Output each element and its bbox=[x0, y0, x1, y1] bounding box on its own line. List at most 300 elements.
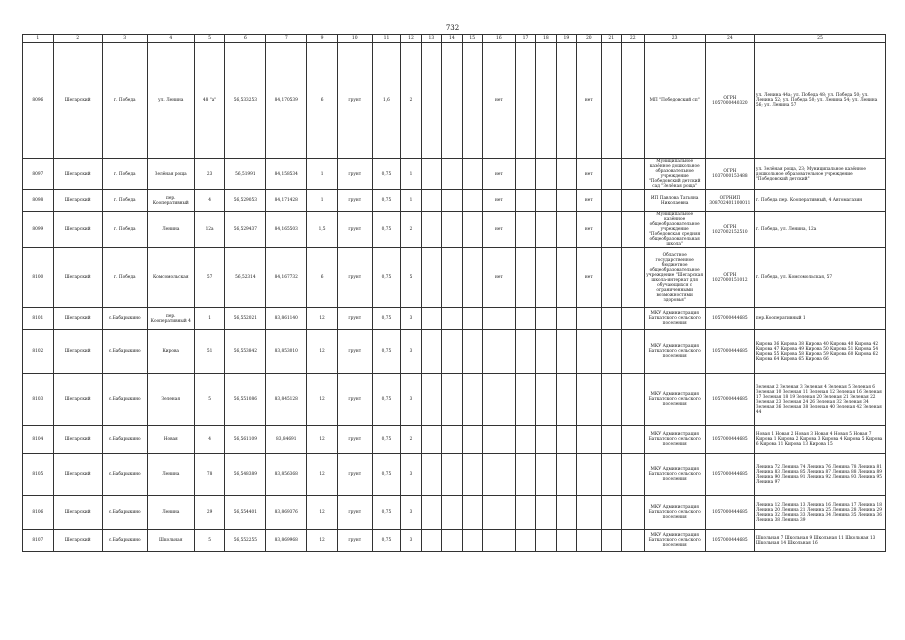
column-number: 11 bbox=[372, 35, 401, 43]
table-cell-c19 bbox=[577, 530, 602, 552]
column-number: 5 bbox=[194, 35, 225, 43]
table-cell-c15: нет bbox=[483, 248, 516, 308]
table-cell-c21 bbox=[622, 248, 644, 308]
table-cell-c15: нет bbox=[483, 43, 516, 159]
table-cell-c22: ИП Павлова Татьяна Николаевна bbox=[644, 190, 705, 212]
table-cell-c8: 1 bbox=[307, 190, 338, 212]
table-cell-c21 bbox=[622, 330, 644, 374]
column-number: 23 bbox=[644, 35, 705, 43]
table-cell-c1: 8097 bbox=[23, 159, 54, 190]
table-cell-c7: 84,171428 bbox=[266, 190, 307, 212]
table-cell-c3: с.Бабарыкино bbox=[102, 454, 147, 496]
table-cell-c12 bbox=[421, 43, 441, 159]
column-number: 7 bbox=[266, 35, 307, 43]
table-cell-c4: пер. Кооперативный 4 bbox=[147, 308, 194, 330]
table-cell-c10: 0,75 bbox=[372, 190, 401, 212]
table-cell-c5: 23 bbox=[194, 159, 225, 190]
column-number: 2 bbox=[53, 35, 102, 43]
table-cell-c9: грунт bbox=[337, 308, 372, 330]
table-cell-c9: грунт bbox=[337, 426, 372, 454]
table-cell-c15 bbox=[483, 496, 516, 530]
table-cell-c16 bbox=[515, 212, 535, 248]
table-cell-c19 bbox=[577, 330, 602, 374]
page-number: 732 bbox=[445, 24, 460, 32]
column-number: 14 bbox=[442, 35, 462, 43]
table-cell-c17 bbox=[536, 43, 556, 159]
table-row bbox=[23, 454, 886, 496]
table-cell-c11: 3 bbox=[401, 496, 421, 530]
table-cell-c9: грунт bbox=[337, 190, 372, 212]
table-cell-c24: Кирова 36 Кирова 38 Кирова 40 Кирова 40 Кирова 42 Кирова 47 Кирова 49 Кирова 50 Кирова 51 Кирова 54 Кирова 55 Кирова 58 Кирова 59 Кирова 60 Кирова 62 Кирова 64 Кирова 65 Кирова 66 bbox=[754, 330, 885, 374]
table-cell-c7: 83,853010 bbox=[266, 330, 307, 374]
table-cell-c21 bbox=[622, 496, 644, 530]
table-cell-c24: Новая 1 Новая 2 Новая 3 Новая 4 Новая 5 Новая 7 Кирова 1 Кирова 2 Кирова 3 Кирова 4 Кирова 5 Кирова 6 Кирова 11 Кирова 13 Кирова 15 bbox=[754, 426, 885, 454]
table-cell-c13 bbox=[442, 426, 462, 454]
table-cell-c16 bbox=[515, 308, 535, 330]
table-row bbox=[23, 212, 886, 248]
table-cell-c10: 0,75 bbox=[372, 530, 401, 552]
table-cell-c16 bbox=[515, 330, 535, 374]
table-cell-c14 bbox=[462, 530, 482, 552]
table-row bbox=[23, 496, 886, 530]
table-cell-c4: пер. Кооперативный bbox=[147, 190, 194, 212]
table-cell-c19: нет bbox=[577, 159, 602, 190]
table-cell-c14 bbox=[462, 454, 482, 496]
table-cell-c18 bbox=[556, 454, 576, 496]
column-number: 24 bbox=[705, 35, 754, 43]
table-cell-c17 bbox=[536, 212, 556, 248]
table-cell-c17 bbox=[536, 496, 556, 530]
table-cell-c18 bbox=[556, 248, 576, 308]
table-cell-c21 bbox=[622, 190, 644, 212]
table-cell-c4: Зеленая bbox=[147, 374, 194, 426]
table-cell-c8: 12 bbox=[307, 530, 338, 552]
table-cell-c2: Шегарский bbox=[53, 308, 102, 330]
table-cell-c6: 56,552255 bbox=[225, 530, 266, 552]
table-cell-c20 bbox=[601, 43, 621, 159]
table-cell-c4: Ленина bbox=[147, 496, 194, 530]
table-cell-c23: 1057000444685 bbox=[705, 330, 754, 374]
table-cell-c24: Школьная 7 Школьная 9 Школьная 11 Школьная 13 Школьная 14 Школьная 16 bbox=[754, 530, 885, 552]
table-cell-c3: г. Победа bbox=[102, 248, 147, 308]
table-cell-c2: Шегарский bbox=[53, 159, 102, 190]
table-cell-c10: 0,75 bbox=[372, 248, 401, 308]
table-cell-c1: 8096 bbox=[23, 43, 54, 159]
table-cell-c3: с.Бабарыкино bbox=[102, 374, 147, 426]
column-number: 25 bbox=[754, 35, 885, 43]
table-cell-c3: с.Бабарыкино bbox=[102, 308, 147, 330]
table-cell-c14 bbox=[462, 374, 482, 426]
table-cell-c7: 83,856368 bbox=[266, 454, 307, 496]
table-cell-c24: г. Победа пер. Кооперативный, 4 Автомагазин bbox=[754, 190, 885, 212]
table-cell-c2: Шегарский bbox=[53, 454, 102, 496]
table-cell-c23: 1057000444685 bbox=[705, 496, 754, 530]
table-cell-c1: 8104 bbox=[23, 426, 54, 454]
table-cell-c6: 56,551086 bbox=[225, 374, 266, 426]
table-cell-c13 bbox=[442, 374, 462, 426]
column-number: 1 bbox=[23, 35, 54, 43]
table-cell-c24: ул. Зелёная роща, 23; Муниципальное казённое дошкольное образовательное учреждение "Победовский детский" bbox=[754, 159, 885, 190]
table-cell-c20 bbox=[601, 159, 621, 190]
table-cell-c5: 12а bbox=[194, 212, 225, 248]
table-cell-c8: 12 bbox=[307, 426, 338, 454]
table-cell-c9: грунт bbox=[337, 454, 372, 496]
table-cell-c1: 8107 bbox=[23, 530, 54, 552]
table-cell-c11: 2 bbox=[401, 212, 421, 248]
table-cell-c5: 57 bbox=[194, 248, 225, 308]
table-cell-c2: Шегарский bbox=[53, 212, 102, 248]
table-cell-c9: грунт bbox=[337, 330, 372, 374]
table-cell-c6: 56,529053 bbox=[225, 190, 266, 212]
table-cell-c17 bbox=[536, 190, 556, 212]
table-cell-c22: МКУ Администрация Баткатского сельского поселения bbox=[644, 426, 705, 454]
table-cell-c2: Шегарский bbox=[53, 248, 102, 308]
table-cell-c10: 1,6 bbox=[372, 43, 401, 159]
table-cell-c12 bbox=[421, 212, 441, 248]
table-cell-c2: Шегарский bbox=[53, 426, 102, 454]
table-cell-c3: с.Бабарыкино bbox=[102, 496, 147, 530]
table-cell-c4: Ленина bbox=[147, 454, 194, 496]
table-cell-c12 bbox=[421, 248, 441, 308]
table-cell-c3: г. Победа bbox=[102, 212, 147, 248]
table-row bbox=[23, 530, 886, 552]
table-cell-c14 bbox=[462, 330, 482, 374]
table-cell-c23: 1057000444685 bbox=[705, 454, 754, 496]
table-cell-c20 bbox=[601, 190, 621, 212]
table-cell-c7: 84,165503 bbox=[266, 212, 307, 248]
table-cell-c4: Кирова bbox=[147, 330, 194, 374]
table-cell-c12 bbox=[421, 190, 441, 212]
table-cell-c13 bbox=[442, 248, 462, 308]
table-cell-c8: 12 bbox=[307, 330, 338, 374]
table-cell-c21 bbox=[622, 530, 644, 552]
table-cell-c6: 56,52314 bbox=[225, 248, 266, 308]
table-cell-c21 bbox=[622, 308, 644, 330]
table-cell-c11: 1 bbox=[401, 190, 421, 212]
column-number: 13 bbox=[421, 35, 441, 43]
table-cell-c17 bbox=[536, 159, 556, 190]
table-cell-c23: 1057000444685 bbox=[705, 426, 754, 454]
table-cell-c1: 8101 bbox=[23, 308, 54, 330]
table-cell-c23: ОГРНИП 308702401100011 bbox=[705, 190, 754, 212]
table-cell-c9: грунт bbox=[337, 43, 372, 159]
table-cell-c24: Ленина 12 Ленина 13 Ленина 16 Ленина 17 Ленина 18 Ленина 20 Ленина 21 Ленина 25 Ленина 28 Ленина 29 Ленина 32 Ленина 33 Ленина 34 Ленина 35 Ленина 36 Ленина 38 Ленина 39 bbox=[754, 496, 885, 530]
table-cell-c21 bbox=[622, 159, 644, 190]
table-cell-c20 bbox=[601, 212, 621, 248]
table-cell-c10: 0,75 bbox=[372, 496, 401, 530]
table-cell-c23: ОГРН 1027000151012 bbox=[705, 248, 754, 308]
table-cell-c9: грунт bbox=[337, 159, 372, 190]
table-cell-c24: Зеленая 2 Зеленая 3 Зеленая 4 Зеленая 5 Зеленая 6 Зеленая 10 Зеленая 11 Зеленая 12 Зеленая 16 Зеленая 17 Зеленая 18 19 Зеленая 20 Зеленая 21 Зеленая 22 Зеленая 23 Зеленая 24 26 Зеленая 32 Зеленая 34 Зеленая 36 Зеленая 38 Зеленая 40 Зеленая 42 Зеленая 44 bbox=[754, 374, 885, 426]
table-cell-c22: Муниципальное казённое общеобразовательное учреждение "Победовская средняя общеобразовательная школа" bbox=[644, 212, 705, 248]
table-cell-c18 bbox=[556, 426, 576, 454]
table-cell-c6: 56,533253 bbox=[225, 43, 266, 159]
table-cell-c21 bbox=[622, 426, 644, 454]
table-cell-c21 bbox=[622, 374, 644, 426]
table-cell-c14 bbox=[462, 212, 482, 248]
table-cell-c17 bbox=[536, 330, 556, 374]
table-cell-c5: 48 "а" bbox=[194, 43, 225, 159]
table-cell-c9: грунт bbox=[337, 248, 372, 308]
table-cell-c13 bbox=[442, 190, 462, 212]
table-cell-c16 bbox=[515, 190, 535, 212]
table-row bbox=[23, 426, 886, 454]
table-cell-c22: МКУ Администрация Баткатского сельского поселения bbox=[644, 454, 705, 496]
table-cell-c6: 56,51991 bbox=[225, 159, 266, 190]
table-cell-c22: Муниципальное казённое дошкольное образовательное учреждение "Победовский детский сад "Зелёная роща" bbox=[644, 159, 705, 190]
table-cell-c20 bbox=[601, 530, 621, 552]
column-number: 21 bbox=[601, 35, 621, 43]
table-cell-c1: 8099 bbox=[23, 212, 54, 248]
table-cell-c16 bbox=[515, 426, 535, 454]
table-cell-c4: Школьная bbox=[147, 530, 194, 552]
table-cell-c5: 51 bbox=[194, 330, 225, 374]
table-cell-c10: 0,75 bbox=[372, 454, 401, 496]
table-cell-c16 bbox=[515, 454, 535, 496]
table-cell-c7: 83,869968 bbox=[266, 530, 307, 552]
table-cell-c23: ОГРН 1057000440320 bbox=[705, 43, 754, 159]
table-cell-c18 bbox=[556, 330, 576, 374]
table-cell-c15 bbox=[483, 454, 516, 496]
table-cell-c13 bbox=[442, 308, 462, 330]
table-cell-c7: 84,167732 bbox=[266, 248, 307, 308]
table-cell-c15 bbox=[483, 374, 516, 426]
column-number-row bbox=[23, 35, 886, 43]
column-number: 16 bbox=[483, 35, 516, 43]
table-cell-c9: грунт bbox=[337, 374, 372, 426]
table-cell-c13 bbox=[442, 212, 462, 248]
column-number: 22 bbox=[622, 35, 644, 43]
table-cell-c8: 12 bbox=[307, 308, 338, 330]
table-cell-c20 bbox=[601, 330, 621, 374]
table-row bbox=[23, 330, 886, 374]
table-cell-c19: нет bbox=[577, 212, 602, 248]
column-number: 20 bbox=[577, 35, 602, 43]
table-cell-c21 bbox=[622, 43, 644, 159]
table-cell-c5: 4 bbox=[194, 190, 225, 212]
table-cell-c5: 29 bbox=[194, 496, 225, 530]
table-cell-c10: 0,75 bbox=[372, 212, 401, 248]
table-cell-c11: 3 bbox=[401, 374, 421, 426]
table-cell-c9: грунт bbox=[337, 530, 372, 552]
column-number: 10 bbox=[337, 35, 372, 43]
table-cell-c1: 8100 bbox=[23, 248, 54, 308]
column-number: 17 bbox=[515, 35, 535, 43]
table-cell-c8: 12 bbox=[307, 374, 338, 426]
table-cell-c4: Комсомольская bbox=[147, 248, 194, 308]
table-cell-c8: 6 bbox=[307, 43, 338, 159]
table-cell-c7: 83,869376 bbox=[266, 496, 307, 530]
table-row bbox=[23, 190, 886, 212]
table-cell-c15: нет bbox=[483, 212, 516, 248]
table-cell-c20 bbox=[601, 454, 621, 496]
table-cell-c3: г. Победа bbox=[102, 190, 147, 212]
table-cell-c22: МКУ Администрация Баткатского сельского поселения bbox=[644, 530, 705, 552]
column-number: 9 bbox=[307, 35, 338, 43]
table-cell-c13 bbox=[442, 454, 462, 496]
table-row bbox=[23, 374, 886, 426]
column-number: 18 bbox=[536, 35, 556, 43]
table-cell-c17 bbox=[536, 426, 556, 454]
column-number: 3 bbox=[102, 35, 147, 43]
table-cell-c12 bbox=[421, 426, 441, 454]
table-cell-c21 bbox=[622, 212, 644, 248]
table-cell-c3: г. Победа bbox=[102, 43, 147, 159]
table-row bbox=[23, 159, 886, 190]
table-cell-c13 bbox=[442, 43, 462, 159]
table-cell-c19 bbox=[577, 426, 602, 454]
table-cell-c14 bbox=[462, 426, 482, 454]
table-cell-c10: 0,75 bbox=[372, 159, 401, 190]
table-cell-c11: 3 bbox=[401, 308, 421, 330]
table-cell-c1: 8106 bbox=[23, 496, 54, 530]
table-cell-c16 bbox=[515, 530, 535, 552]
table-cell-c13 bbox=[442, 159, 462, 190]
table-cell-c22: МКУ Администрация Баткатского сельского поселения bbox=[644, 308, 705, 330]
column-number: 12 bbox=[401, 35, 421, 43]
table-cell-c19 bbox=[577, 308, 602, 330]
table-cell-c8: 12 bbox=[307, 454, 338, 496]
table-cell-c18 bbox=[556, 43, 576, 159]
table-cell-c8: 1 bbox=[307, 159, 338, 190]
table-cell-c19: нет bbox=[577, 43, 602, 159]
table-cell-c14 bbox=[462, 496, 482, 530]
table-cell-c6: 56,552021 bbox=[225, 308, 266, 330]
table-cell-c23: 1057000444685 bbox=[705, 530, 754, 552]
table-cell-c19 bbox=[577, 454, 602, 496]
table-cell-c14 bbox=[462, 43, 482, 159]
table-cell-c17 bbox=[536, 454, 556, 496]
table-cell-c16 bbox=[515, 159, 535, 190]
column-number: 19 bbox=[556, 35, 576, 43]
table-cell-c14 bbox=[462, 159, 482, 190]
table-cell-c16 bbox=[515, 496, 535, 530]
table-cell-c11: 3 bbox=[401, 530, 421, 552]
table-cell-c3: с.Бабарыкино bbox=[102, 426, 147, 454]
table-cell-c1: 8103 bbox=[23, 374, 54, 426]
table-cell-c1: 8102 bbox=[23, 330, 54, 374]
table-cell-c12 bbox=[421, 454, 441, 496]
table-cell-c3: с.Бабарыкино bbox=[102, 330, 147, 374]
table-cell-c11: 3 bbox=[401, 330, 421, 374]
table-cell-c6: 56,553842 bbox=[225, 330, 266, 374]
table-cell-c18 bbox=[556, 374, 576, 426]
table-cell-c15 bbox=[483, 330, 516, 374]
table-cell-c23: 1057000444685 bbox=[705, 308, 754, 330]
table-cell-c10: 0,75 bbox=[372, 426, 401, 454]
table-cell-c4: ул. Ленина bbox=[147, 43, 194, 159]
table-cell-c18 bbox=[556, 190, 576, 212]
column-number: 6 bbox=[225, 35, 266, 43]
table-row bbox=[23, 43, 886, 159]
table-cell-c20 bbox=[601, 248, 621, 308]
table-cell-c23: ОГРН 1027002152510 bbox=[705, 212, 754, 248]
table-cell-c22: Областное государственное бюджетное общеобразовательное учреждение "Шегарская школа-интернат для обучающихся с ограниченными возможностями здоровья" bbox=[644, 248, 705, 308]
table-cell-c18 bbox=[556, 159, 576, 190]
table-cell-c12 bbox=[421, 374, 441, 426]
table-cell-c24: Ленина 72 Ленина 74 Ленина 76 Ленина 78 Ленина 81 Ленина 83 Ленина 85 Ленина 87 Ленина 88 Ленина 89 Ленина 90 Ленина 91 Ленина 92 Ленина 93 Ленина 95 Ленина 97 bbox=[754, 454, 885, 496]
table-cell-c19: нет bbox=[577, 248, 602, 308]
table-cell-c8: 1,5 bbox=[307, 212, 338, 248]
table-cell-c13 bbox=[442, 530, 462, 552]
table-cell-c12 bbox=[421, 159, 441, 190]
column-number: 15 bbox=[462, 35, 482, 43]
table-cell-c12 bbox=[421, 330, 441, 374]
table-cell-c5: 1 bbox=[194, 308, 225, 330]
table-cell-c13 bbox=[442, 496, 462, 530]
table-cell-c22: МП "Победовский сп" bbox=[644, 43, 705, 159]
table-cell-c9: грунт bbox=[337, 496, 372, 530]
table-cell-c22: МКУ Администрация Баткатского сельского поселения bbox=[644, 496, 705, 530]
table-cell-c15: нет bbox=[483, 159, 516, 190]
table-cell-c15 bbox=[483, 308, 516, 330]
table-cell-c14 bbox=[462, 190, 482, 212]
table-cell-c7: 84,158534 bbox=[266, 159, 307, 190]
table-cell-c2: Шегарский bbox=[53, 374, 102, 426]
table-cell-c16 bbox=[515, 374, 535, 426]
table-cell-c12 bbox=[421, 308, 441, 330]
table-cell-c15 bbox=[483, 530, 516, 552]
table-cell-c22: МКУ Администрация Баткатского сельского поселения bbox=[644, 374, 705, 426]
table-cell-c11: 2 bbox=[401, 43, 421, 159]
table-cell-c20 bbox=[601, 308, 621, 330]
table-cell-c3: г. Победа bbox=[102, 159, 147, 190]
table-cell-c19 bbox=[577, 496, 602, 530]
table-cell-c3: с.Бабарыкино bbox=[102, 530, 147, 552]
table-cell-c7: 84,170539 bbox=[266, 43, 307, 159]
table-cell-c4: Новая bbox=[147, 426, 194, 454]
table-cell-c16 bbox=[515, 248, 535, 308]
table-cell-c10: 0,75 bbox=[372, 374, 401, 426]
table-cell-c5: 5 bbox=[194, 374, 225, 426]
table-cell-c8: 6 bbox=[307, 248, 338, 308]
table-cell-c10: 0,75 bbox=[372, 308, 401, 330]
table-cell-c5: 78 bbox=[194, 454, 225, 496]
table-cell-c11: 5 bbox=[401, 248, 421, 308]
table-cell-c17 bbox=[536, 308, 556, 330]
table-cell-c6: 56,554401 bbox=[225, 496, 266, 530]
table-cell-c19: нет bbox=[577, 190, 602, 212]
table-cell-c9: грунт bbox=[337, 212, 372, 248]
table-cell-c6: 56,561109 bbox=[225, 426, 266, 454]
table-cell-c10: 0,75 bbox=[372, 330, 401, 374]
table-cell-c21 bbox=[622, 454, 644, 496]
table-cell-c23: 1057000444685 bbox=[705, 374, 754, 426]
table-cell-c13 bbox=[442, 330, 462, 374]
table-cell-c2: Шегарский bbox=[53, 330, 102, 374]
table-cell-c24: ул. Ленина 44а; ул. Победа 48; ул. Победа 50; ул. Ленина 52; ул. Победа 50; ул. Ленина 54; ул. Ленина 56; ул. Ленина 57 bbox=[754, 43, 885, 159]
table-cell-c16 bbox=[515, 43, 535, 159]
table-cell-c2: Шегарский bbox=[53, 530, 102, 552]
table-cell-c18 bbox=[556, 530, 576, 552]
table-cell-c6: 56,529437 bbox=[225, 212, 266, 248]
table-cell-c20 bbox=[601, 496, 621, 530]
table-cell-c4: Ленина bbox=[147, 212, 194, 248]
table-cell-c7: 83,861140 bbox=[266, 308, 307, 330]
table-cell-c22: МКУ Администрация Баткатского сельского поселения bbox=[644, 330, 705, 374]
table-cell-c1: 8105 bbox=[23, 454, 54, 496]
table-cell-c5: 5 bbox=[194, 530, 225, 552]
table-cell-c2: Шегарский bbox=[53, 43, 102, 159]
table-cell-c8: 12 bbox=[307, 496, 338, 530]
table-cell-c17 bbox=[536, 374, 556, 426]
table-cell-c1: 8098 bbox=[23, 190, 54, 212]
table-cell-c12 bbox=[421, 530, 441, 552]
table-cell-c18 bbox=[556, 496, 576, 530]
table-cell-c20 bbox=[601, 426, 621, 454]
table-row bbox=[23, 248, 886, 308]
table-cell-c11: 3 bbox=[401, 454, 421, 496]
